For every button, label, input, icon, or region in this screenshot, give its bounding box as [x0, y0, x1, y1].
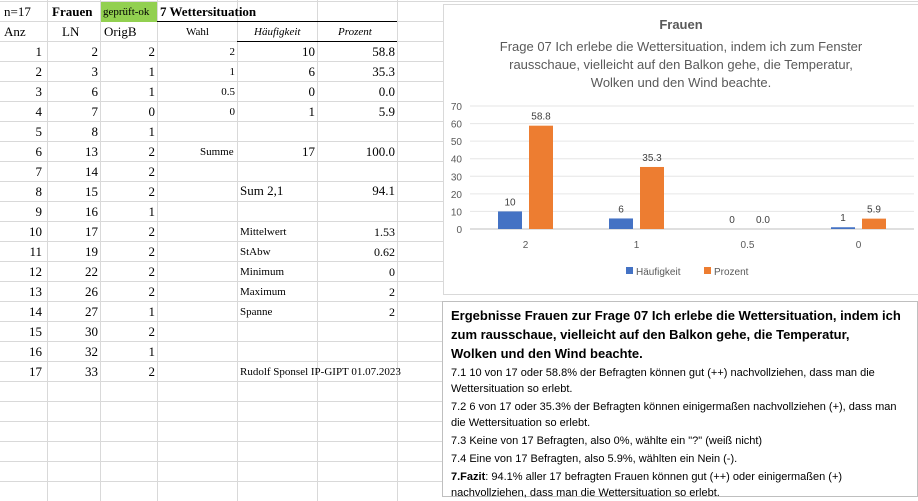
- row-anz[interactable]: 13: [29, 284, 42, 299]
- row-anz[interactable]: 8: [35, 184, 42, 199]
- row-origb[interactable]: 2: [148, 184, 155, 199]
- data-label: 1: [840, 213, 846, 225]
- n-count[interactable]: n=17: [4, 4, 31, 19]
- row-origb[interactable]: 2: [148, 224, 155, 239]
- row-anz[interactable]: 5: [35, 124, 42, 139]
- freq-wahl[interactable]: 2: [229, 46, 235, 58]
- freq-prozent[interactable]: 5.9: [378, 104, 395, 119]
- results-heading: Ergebnisse Frauen zur Frage 07 Ich erlebe die Wettersituation, indem ich zum rausschaue, vielleicht auf den Balkon gehe, die Temperatur, Wolken und den Wind beachte.: [451, 308, 901, 361]
- row-origb[interactable]: 1: [148, 84, 155, 99]
- row-origb[interactable]: 2: [148, 264, 155, 279]
- row-anz[interactable]: 1: [35, 44, 42, 59]
- row-anz[interactable]: 6: [35, 144, 42, 159]
- bar-chart: [444, 5, 918, 294]
- freq-wahl[interactable]: 1: [229, 66, 235, 78]
- grid-line: [397, 0, 398, 501]
- freq-wahl[interactable]: 0.5: [221, 86, 235, 98]
- row-ln[interactable]: 8: [91, 124, 98, 139]
- row-ln[interactable]: 30: [85, 324, 98, 339]
- row-ln[interactable]: 16: [85, 204, 98, 219]
- y-tick-label: 70: [450, 102, 462, 113]
- fazit-label: 7.Fazit: [451, 471, 486, 483]
- y-tick-label: 30: [450, 172, 462, 184]
- y-tick-label: 40: [450, 154, 462, 166]
- results-line: 7.1 10 von 17 oder 58.8% der Befragten können gut (++) nachvollziehen, dass man die Wettersituation so erlebt.: [451, 367, 875, 395]
- col-ln[interactable]: LN: [62, 24, 80, 39]
- bar-prozent: [529, 126, 553, 229]
- y-tick-label: 60: [450, 119, 462, 131]
- fazit-text: : 94.1% aller 17 befragten Frauen können gut (++) oder einigermaßen (+) nachvollziehen, dass man die Wettersituation so erlebt.: [451, 471, 843, 499]
- results-line: 7.3 Keine von 17 Befragten, also 0%, wählte ein "?" (weiß nicht): [451, 435, 763, 447]
- credit[interactable]: Rudolf Sponsel IP-GIPT 01.07.2023: [240, 366, 401, 378]
- row-origb[interactable]: 2: [148, 364, 155, 379]
- legend-label: Prozent: [714, 267, 749, 278]
- x-tick-label: 0: [855, 240, 862, 251]
- data-label: 58.8: [531, 111, 551, 123]
- results-textbox[interactable]: [442, 301, 918, 497]
- row-ln[interactable]: 22: [85, 264, 98, 279]
- row-origb[interactable]: 2: [148, 44, 155, 59]
- row-origb[interactable]: 1: [148, 204, 155, 219]
- row-anz[interactable]: 14: [29, 304, 42, 319]
- freq-haeufigkeit[interactable]: 10: [302, 44, 315, 59]
- row-anz[interactable]: 4: [35, 104, 42, 119]
- col-wahl[interactable]: Wahl: [186, 26, 209, 38]
- col-haeufigkeit[interactable]: Häufigkeit: [254, 26, 301, 38]
- bar-prozent: [862, 219, 886, 229]
- row-ln[interactable]: 33: [85, 364, 98, 379]
- row-origb[interactable]: 1: [148, 124, 155, 139]
- row-anz[interactable]: 2: [35, 64, 42, 79]
- row-anz[interactable]: 17: [29, 364, 42, 379]
- row-ln[interactable]: 26: [85, 284, 98, 299]
- summe-haeufigkeit[interactable]: 17: [302, 144, 315, 159]
- x-tick-label: 1: [633, 240, 640, 251]
- legend-swatch: [626, 267, 633, 274]
- row-ln[interactable]: 27: [85, 304, 98, 319]
- data-label: 0.0: [756, 215, 770, 226]
- y-tick-label: 50: [450, 137, 462, 149]
- freq-wahl[interactable]: 0: [229, 106, 235, 118]
- row-anz[interactable]: 3: [35, 84, 42, 99]
- stat-value[interactable]: 2: [389, 285, 395, 299]
- data-label: 10: [504, 197, 516, 209]
- row-anz[interactable]: 10: [29, 224, 42, 239]
- summe-prozent[interactable]: 100.0: [365, 144, 395, 159]
- stat-label[interactable]: StAbw: [240, 246, 271, 258]
- data-label: 0: [729, 215, 735, 226]
- data-label: 5.9: [867, 204, 881, 216]
- freq-prozent[interactable]: 58.8: [372, 44, 395, 59]
- freq-prozent[interactable]: 0.0: [378, 84, 395, 99]
- legend-swatch: [704, 267, 711, 274]
- row-origb[interactable]: 1: [148, 344, 155, 359]
- row-origb[interactable]: 2: [148, 164, 155, 179]
- sum21-label[interactable]: Sum 2,1: [240, 183, 284, 198]
- row-origb[interactable]: 2: [148, 144, 155, 159]
- sum21-value[interactable]: 94.1: [372, 183, 395, 198]
- row-ln[interactable]: 2: [91, 44, 98, 59]
- bar-hufigkeit: [498, 211, 522, 229]
- row-ln[interactable]: 7: [91, 104, 98, 119]
- row-anz[interactable]: 15: [29, 324, 42, 339]
- stat-label[interactable]: Spanne: [240, 306, 273, 318]
- row-ln[interactable]: 15: [85, 184, 98, 199]
- stat-label[interactable]: Maximum: [240, 286, 286, 298]
- stat-label[interactable]: Mittelwert: [240, 226, 287, 238]
- row-anz[interactable]: 9: [35, 204, 42, 219]
- bar-hufigkeit: [831, 227, 855, 229]
- col-anz[interactable]: Anz: [4, 24, 26, 39]
- freq-haeufigkeit[interactable]: 0: [308, 84, 315, 99]
- row-anz[interactable]: 7: [35, 164, 42, 179]
- row-ln[interactable]: 32: [85, 344, 98, 359]
- row-origb[interactable]: 2: [148, 324, 155, 339]
- results-line: 7.2 6 von 17 oder 35.3% der Befragten können einigermaßen nachvollziehen (+), dass man die Wettersituation so erlebt.: [451, 401, 897, 429]
- y-tick-label: 10: [450, 207, 462, 219]
- results-line: 7.4 Eine von 17 Befragten, also 5.9%, wählten ein Nein (-).: [451, 453, 738, 465]
- row-ln[interactable]: 13: [85, 144, 98, 159]
- item-title[interactable]: 7 Wettersituation: [160, 4, 257, 19]
- row-anz[interactable]: 12: [29, 264, 42, 279]
- row-ln[interactable]: 17: [85, 224, 98, 239]
- data-label: 6: [618, 204, 624, 216]
- freq-haeufigkeit[interactable]: 6: [308, 64, 315, 79]
- stat-value[interactable]: 0: [389, 265, 395, 279]
- row-anz[interactable]: 16: [29, 344, 42, 359]
- summe-label[interactable]: Summe: [200, 146, 234, 158]
- check-badge[interactable]: geprüft-ok: [101, 2, 157, 22]
- col-prozent[interactable]: Prozent: [338, 26, 372, 38]
- freq-prozent[interactable]: 35.3: [372, 64, 395, 79]
- row-origb[interactable]: 2: [148, 284, 155, 299]
- row-anz[interactable]: 11: [29, 244, 42, 259]
- row-origb[interactable]: 1: [148, 64, 155, 79]
- stat-value[interactable]: 1.53: [374, 225, 395, 239]
- chart-subtitle: Frage 07 Ich erlebe die Wettersituation, indem ich zum Fenster rausschaue, vielleicht auf den Balkon gehe, die Temperatur, Wolken und den Wind beachte.: [499, 39, 863, 90]
- stat-label[interactable]: Minimum: [240, 266, 285, 278]
- row-ln[interactable]: 3: [91, 64, 98, 79]
- bar-prozent: [640, 167, 664, 229]
- group-label[interactable]: Frauen: [52, 4, 93, 19]
- row-origb[interactable]: 1: [148, 304, 155, 319]
- chart-title: Frauen: [659, 17, 703, 32]
- chart-panel[interactable]: [443, 4, 918, 295]
- row-ln[interactable]: 14: [85, 164, 98, 179]
- x-tick-label: 2: [522, 240, 529, 251]
- row-ln[interactable]: 19: [85, 244, 98, 259]
- legend-label: Häufigkeit: [636, 267, 681, 278]
- bar-hufigkeit: [609, 218, 633, 229]
- header-rule: [157, 21, 397, 22]
- row-origb[interactable]: 0: [148, 104, 155, 119]
- y-tick-label: 20: [450, 189, 462, 201]
- y-tick-label: 0: [456, 225, 462, 236]
- x-tick-label: 0.5: [740, 240, 755, 251]
- freq-haeufigkeit[interactable]: 1: [308, 104, 315, 119]
- row-ln[interactable]: 6: [91, 84, 98, 99]
- results-fazit: [451, 469, 909, 501]
- col-origb[interactable]: OrigB: [104, 24, 137, 39]
- stat-value[interactable]: 0.62: [374, 245, 395, 259]
- row-origb[interactable]: 2: [148, 244, 155, 259]
- data-label: 35.3: [642, 152, 662, 164]
- stat-value[interactable]: 2: [389, 305, 395, 319]
